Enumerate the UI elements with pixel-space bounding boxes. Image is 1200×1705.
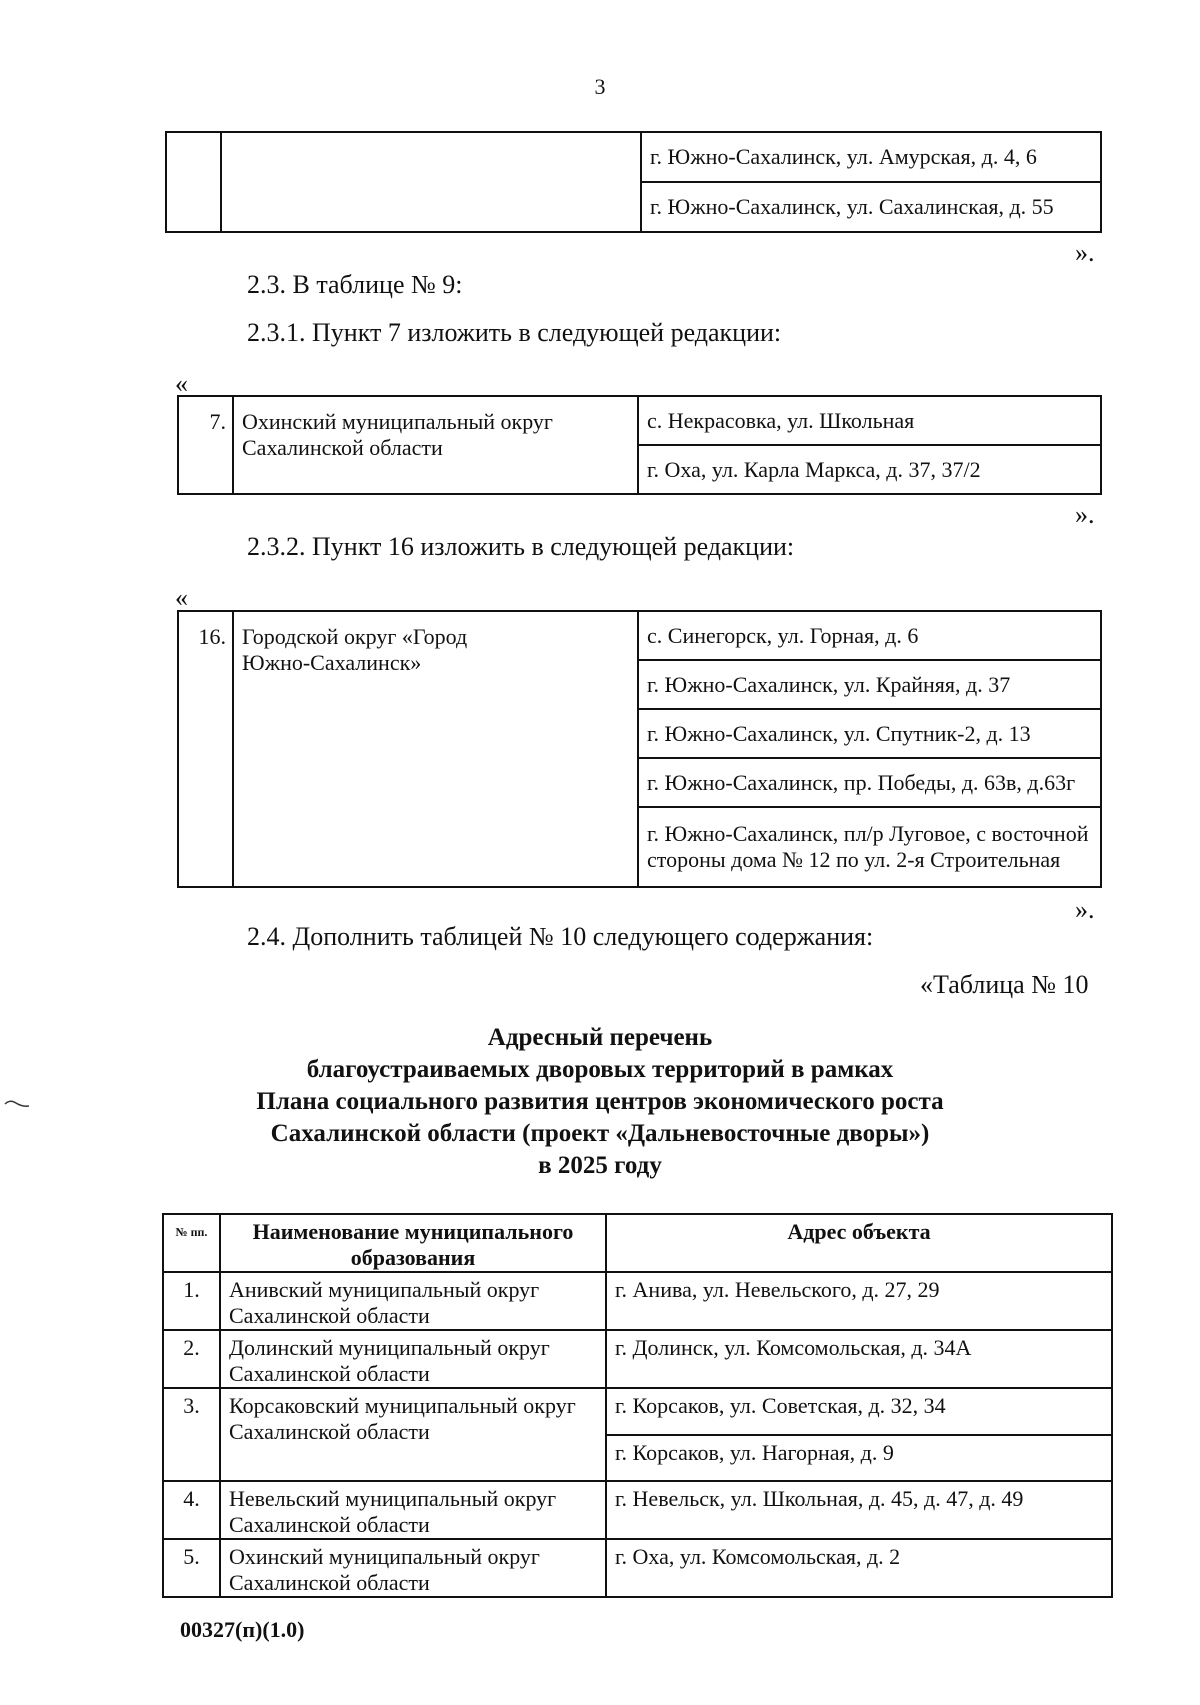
title-line: Сахалинской области (проект «Дальневосточные дворы») (270, 1120, 930, 1147)
section-2-3-1: 2.3.1. Пункт 7 изложить в следующей редакции: (247, 318, 782, 347)
header-address: Адрес объекта (606, 1214, 1112, 1272)
item-municipality: Городской округ «Город Южно-Сахалинск» (233, 611, 638, 887)
item-address: г. Южно-Сахалинск, ул. Крайняя, д. 37 (638, 660, 1101, 709)
item-municipality: Охинский муниципальный округ Сахалинской области (233, 396, 638, 494)
item-number: 7. (178, 396, 233, 494)
row-number: 4. (163, 1481, 220, 1539)
row-address: г. Невельск, ул. Школьная, д. 45, д. 47, д. 49 (606, 1481, 1112, 1539)
table-top-address: г. Южно-Сахалинск, ул. Сахалинская, д. 55 (641, 182, 1101, 232)
table-row (163, 1388, 1112, 1435)
title-line: Плана социального развития центров экономического роста (256, 1088, 944, 1115)
section-2-3-2: 2.3.2. Пункт 16 изложить в следующей редакции: (247, 532, 795, 561)
table-row (178, 611, 1101, 660)
table-10 (162, 1213, 1113, 1598)
row-number: 5. (163, 1539, 220, 1597)
row-number: 3. (163, 1388, 220, 1481)
close-quote: ». (1075, 238, 1095, 267)
table-row (166, 132, 1101, 182)
open-quote: « (175, 369, 188, 398)
row-address: г. Долинск, ул. Комсомольская, д. 34А (606, 1330, 1112, 1388)
table-header-row (163, 1214, 1112, 1272)
table-row (163, 1272, 1112, 1330)
table-top-municipality-cell (221, 132, 641, 232)
item-address: г. Южно-Сахалинск, пр. Победы, д. 63в, д.63г (638, 758, 1101, 807)
item-address: г. Южно-Сахалинск, ул. Спутник-2, д. 13 (638, 709, 1101, 758)
row-municipality: Охинский муниципальный округ Сахалинской области (220, 1539, 606, 1597)
table-row (178, 396, 1101, 445)
open-quote: « (175, 583, 188, 612)
table-top-number-cell (166, 132, 221, 232)
table10-label: «Таблица № 10 (920, 970, 1089, 999)
table-item-16 (177, 610, 1102, 888)
item-address: г. Южно-Сахалинск, пл/р Луговое, с восточной стороны дома № 12 по ул. 2-я Строительная (638, 807, 1101, 887)
row-municipality: Корсаковский муниципальный округ Сахалинской области (220, 1388, 606, 1481)
row-municipality: Анивский муниципальный округ Сахалинской области (220, 1272, 606, 1330)
section-2-4: 2.4. Дополнить таблицей № 10 следующего содержания: (247, 922, 874, 951)
table-row (163, 1330, 1112, 1388)
row-address: г. Анива, ул. Невельского, д. 27, 29 (606, 1272, 1112, 1330)
table-item-7 (177, 395, 1102, 495)
table-row (163, 1481, 1112, 1539)
close-quote: ». (1075, 500, 1095, 529)
header-municipality: Наименование муниципального образования (220, 1214, 606, 1272)
item-address: с. Некрасовка, ул. Школьная (638, 396, 1101, 445)
footer-code: 00327(п)(1.0) (180, 1617, 305, 1642)
row-address: г. Корсаков, ул. Советская, д. 32, 34 (606, 1388, 1112, 1435)
scan-mark (4, 1098, 30, 1110)
row-municipality: Невельский муниципальный округ Сахалинской области (220, 1481, 606, 1539)
table-row (163, 1539, 1112, 1597)
row-number: 1. (163, 1272, 220, 1330)
row-number: 2. (163, 1330, 220, 1388)
section-2-3: 2.3. В таблице № 9: (247, 270, 463, 299)
row-address: г. Корсаков, ул. Нагорная, д. 9 (606, 1435, 1112, 1481)
title-line: в 2025 году (538, 1152, 662, 1179)
item-address: г. Оха, ул. Карла Маркса, д. 37, 37/2 (638, 445, 1101, 494)
page-number: 3 (594, 74, 606, 99)
title-line: благоустраиваемых дворовых территорий в рамках (306, 1056, 894, 1083)
row-municipality: Долинский муниципальный округ Сахалинской области (220, 1330, 606, 1388)
table-top-address: г. Южно-Сахалинск, ул. Амурская, д. 4, 6 (641, 132, 1101, 182)
item-address: с. Синегорск, ул. Горная, д. 6 (638, 611, 1101, 660)
table-top (165, 131, 1102, 233)
close-quote: ». (1075, 895, 1095, 924)
item-number: 16. (178, 611, 233, 887)
row-address: г. Оха, ул. Комсомольская, д. 2 (606, 1539, 1112, 1597)
table10-title (0, 1022, 1200, 1182)
header-number: № пп. (163, 1214, 220, 1272)
title-line: Адресный перечень (487, 1024, 713, 1051)
